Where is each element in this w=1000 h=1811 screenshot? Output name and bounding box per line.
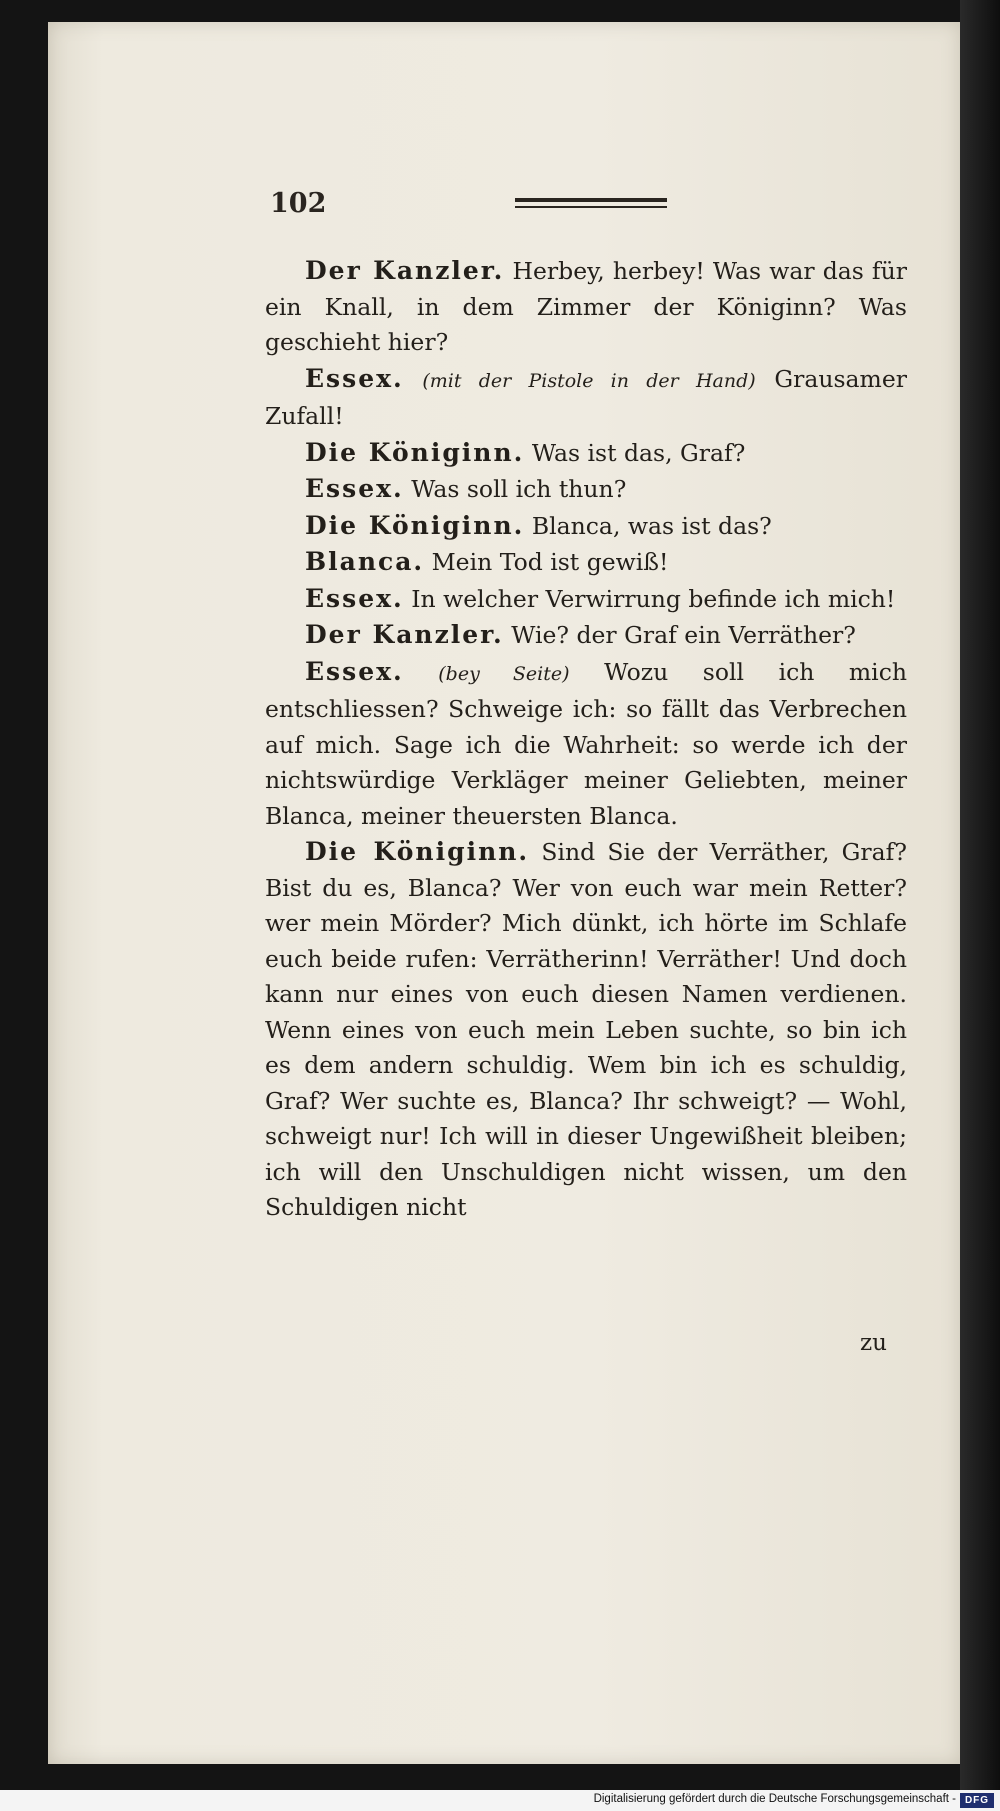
paragraph xyxy=(265,544,907,581)
dfg-logo[interactable]: DFG xyxy=(960,1793,994,1808)
paragraph xyxy=(265,654,907,835)
paragraph xyxy=(265,435,907,472)
header-ornament-rule xyxy=(515,198,667,208)
paragraph xyxy=(265,361,907,435)
dialogue-text: Wie? der Graf ein Verräther? xyxy=(511,621,856,649)
funding-credit: Digitalisierung gefördert durch die Deutsche Forschungsgemeinschaft - xyxy=(593,1793,956,1805)
speaker-name: Essex. xyxy=(305,656,404,686)
page-text xyxy=(265,253,907,1226)
speaker-name: Essex. xyxy=(305,474,404,503)
dialogue-text: Herbey, herbey! Was war das für ein Knall, in dem Zimmer der Königinn? Was geschieht hier? xyxy=(265,257,907,356)
paragraph xyxy=(265,253,907,361)
speaker-name: Die Königinn. xyxy=(305,510,525,540)
speaker-name: Essex. xyxy=(305,363,404,393)
paragraph xyxy=(265,617,907,654)
dialogue-text: Sind Sie der Verräther, Graf? Bist du es, Blanca? Wer von euch war mein Retter? wer mein Mörder? Mich dünkt, ich hörte im Schlafe euch beide rufen: Verrätherinn! Verräther! Und doch kann nur eines von euch diesen Namen verdienen. Wenn eines von euch mein Leben suchte, so bin ich es dem andern schuldig. Wem bin ich es schuldig, Graf? Wer suchte es, Blanca? Ihr schweigt? — Wohl, schweigt nur! Ich will in dieser Ungewißheit bleiben; ich will den Unschuldigen nicht wissen, um den Schuldigen nicht xyxy=(265,838,907,1221)
speaker-name: Die Königinn. xyxy=(305,837,530,866)
dialogue-text: Mein Tod ist gewiß! xyxy=(431,548,669,576)
dialogue-text: Grausamer Zufall! xyxy=(265,364,907,430)
speaker-name: Der Kanzler. xyxy=(305,256,505,285)
dialogue-text: Was ist das, Graf? xyxy=(531,438,746,467)
catchword: zu xyxy=(860,1330,887,1356)
speaker-name: Blanca. xyxy=(305,547,425,576)
stage-direction: (bey Seite) xyxy=(438,662,570,685)
speaker-name: Die Königinn. xyxy=(305,437,525,467)
page-number: 102 xyxy=(270,188,327,219)
speaker-name: Essex. xyxy=(305,583,404,613)
dialogue-text: Was soll ich thun? xyxy=(411,475,627,503)
paragraph xyxy=(265,508,907,545)
dialogue-text: In welcher Verwirrung befinde ich mich! xyxy=(411,584,896,613)
paragraph xyxy=(265,581,907,618)
speaker-name: Der Kanzler. xyxy=(305,620,504,649)
paragraph xyxy=(265,834,907,1226)
book-edge xyxy=(960,0,1000,1811)
dialogue-text: Wozu soll ich mich entschliessen? Schweige ich: so fällt das Verbrechen auf mich. Sage ich die Wahrheit: so werde ich der nichtswürdige Verkläger meiner Geliebten, meiner Blanca, meiner theuersten Blanca. xyxy=(265,657,907,830)
paragraph xyxy=(265,471,907,508)
stage-direction: (mit der Pistole in der Hand) xyxy=(422,369,756,392)
dialogue-text: Blanca, was ist das? xyxy=(531,511,772,540)
